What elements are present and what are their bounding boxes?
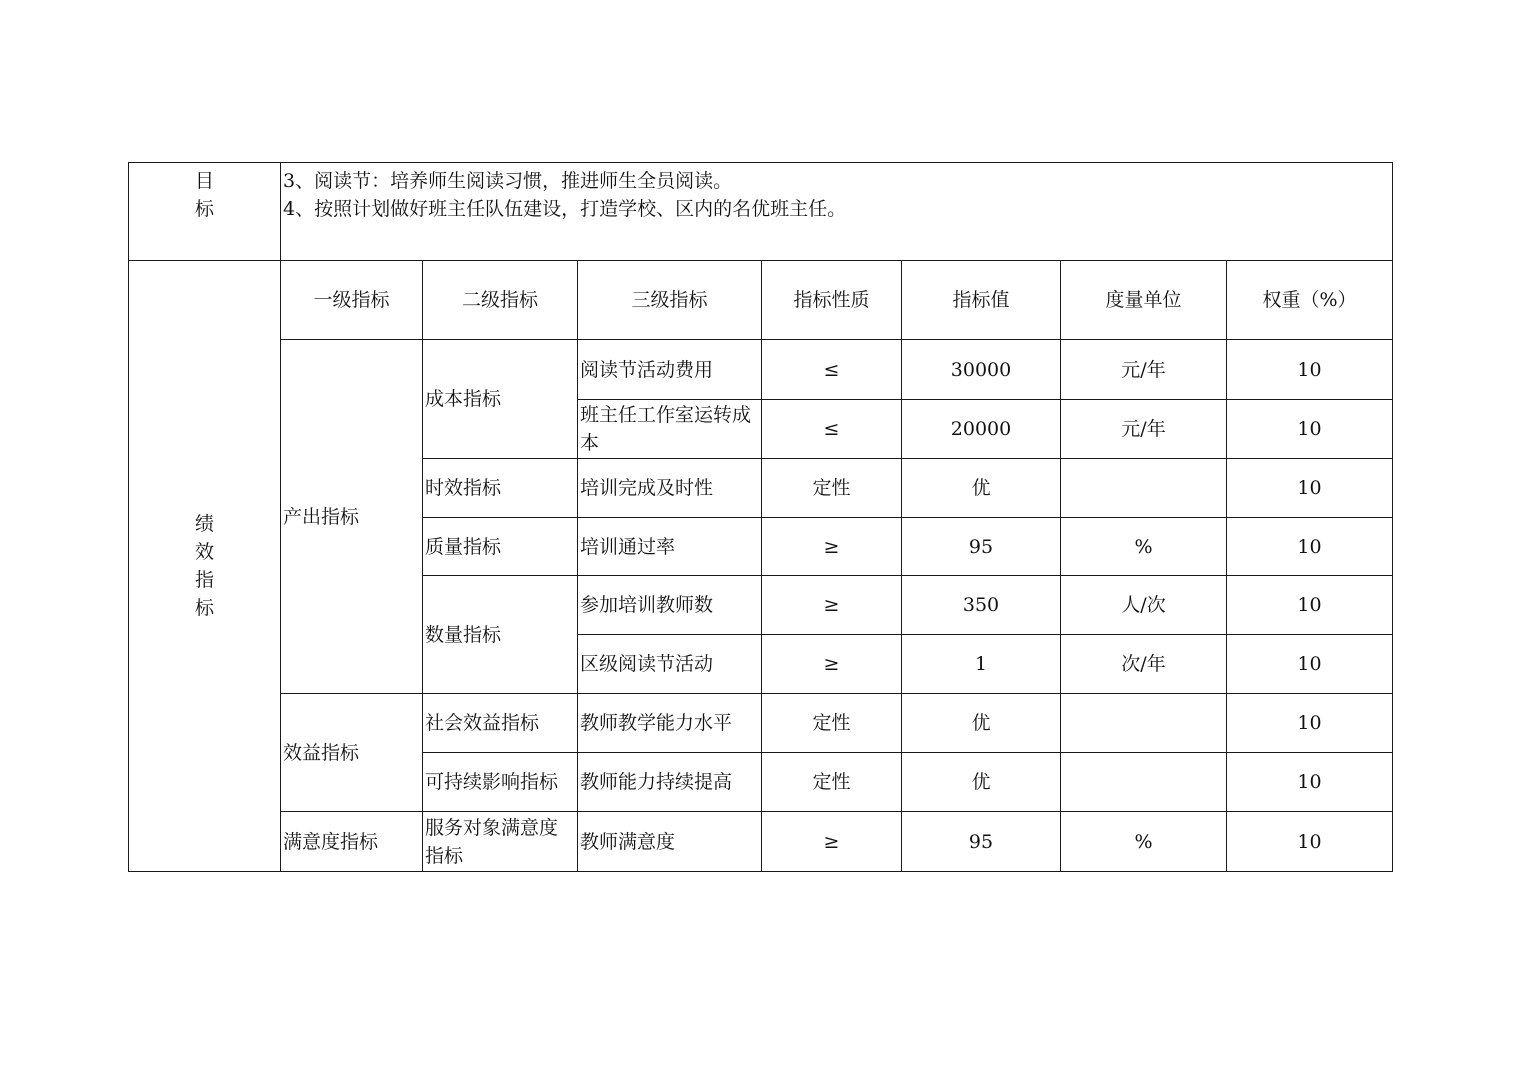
nature-cell: ≥ — [762, 812, 902, 872]
value-cell: 350 — [902, 576, 1061, 635]
header-level3: 三级指标 — [578, 261, 762, 340]
performance-label-char: 标 — [194, 597, 214, 619]
level3-cell: 区级阅读节活动 — [578, 635, 762, 694]
table-row — [129, 812, 1393, 872]
level3-cell: 阅读节活动费用 — [578, 340, 762, 400]
level2-cost: 成本指标 — [423, 340, 578, 459]
level1-satisfaction: 满意度指标 — [281, 812, 423, 872]
weight-cell: 10 — [1227, 753, 1393, 812]
unit-cell: 人/次 — [1061, 576, 1227, 635]
weight-cell: 10 — [1227, 694, 1393, 753]
weight-cell: 10 — [1227, 340, 1393, 400]
goal-label — [129, 163, 281, 261]
header-nature: 指标性质 — [762, 261, 902, 340]
value-cell: 30000 — [902, 340, 1061, 400]
goal-label-char: 标 — [194, 198, 214, 220]
value-cell: 优 — [902, 753, 1061, 812]
level3-cell: 培训通过率 — [578, 518, 762, 576]
weight-cell: 10 — [1227, 812, 1393, 872]
table-row — [129, 340, 1393, 400]
performance-table — [128, 162, 1393, 872]
weight-cell: 10 — [1227, 635, 1393, 694]
goal-content — [281, 163, 1393, 261]
level2-sustainable: 可持续影响指标 — [423, 753, 578, 812]
performance-label-char: 绩 — [194, 513, 214, 535]
unit-cell: % — [1061, 518, 1227, 576]
level2-service: 服务对象满意度指标 — [423, 812, 578, 872]
performance-label — [129, 261, 281, 872]
level3-cell: 教师教学能力水平 — [578, 694, 762, 753]
header-level2: 二级指标 — [423, 261, 578, 340]
performance-label-char: 效 — [194, 541, 214, 563]
unit-cell: % — [1061, 812, 1227, 872]
nature-cell: ≤ — [762, 340, 902, 400]
level2-quality: 质量指标 — [423, 518, 578, 576]
value-cell: 95 — [902, 812, 1061, 872]
nature-cell: ≥ — [762, 576, 902, 635]
header-value: 指标值 — [902, 261, 1061, 340]
value-cell: 95 — [902, 518, 1061, 576]
weight-cell: 10 — [1227, 400, 1393, 459]
level3-cell: 教师能力持续提高 — [578, 753, 762, 812]
header-row — [129, 261, 1393, 340]
unit-cell: 次/年 — [1061, 635, 1227, 694]
nature-cell: 定性 — [762, 459, 902, 518]
nature-cell: ≥ — [762, 635, 902, 694]
value-cell: 1 — [902, 635, 1061, 694]
goal-row — [129, 163, 1393, 261]
weight-cell: 10 — [1227, 459, 1393, 518]
value-cell: 优 — [902, 694, 1061, 753]
level3-cell: 参加培训教师数 — [578, 576, 762, 635]
level2-quantity: 数量指标 — [423, 576, 578, 694]
unit-cell: 元/年 — [1061, 400, 1227, 459]
level3-cell: 班主任工作室运转成本 — [578, 400, 762, 459]
header-level1: 一级指标 — [281, 261, 423, 340]
performance-label-char: 指 — [194, 569, 214, 591]
nature-cell: ≤ — [762, 400, 902, 459]
unit-cell — [1061, 694, 1227, 753]
header-unit: 度量单位 — [1061, 261, 1227, 340]
level1-output: 产出指标 — [281, 340, 423, 694]
nature-cell: 定性 — [762, 694, 902, 753]
nature-cell: ≥ — [762, 518, 902, 576]
level3-cell: 教师满意度 — [578, 812, 762, 872]
value-cell: 优 — [902, 459, 1061, 518]
level3-cell: 培训完成及时性 — [578, 459, 762, 518]
level1-benefit: 效益指标 — [281, 694, 423, 812]
level2-timeliness: 时效指标 — [423, 459, 578, 518]
weight-cell: 10 — [1227, 576, 1393, 635]
unit-cell: 元/年 — [1061, 340, 1227, 400]
unit-cell — [1061, 459, 1227, 518]
weight-cell: 10 — [1227, 518, 1393, 576]
value-cell: 20000 — [902, 400, 1061, 459]
level2-social: 社会效益指标 — [423, 694, 578, 753]
header-weight: 权重（%） — [1227, 261, 1393, 340]
table-row — [129, 694, 1393, 753]
nature-cell: 定性 — [762, 753, 902, 812]
goal-label-char: 目 — [194, 170, 214, 192]
goal-line-2: 4、按照计划做好班主任队伍建设，打造学校、区内的名优班主任。 — [283, 198, 847, 220]
goal-line-1: 3、阅读节：培养师生阅读习惯，推进师生全员阅读。 — [283, 170, 733, 192]
unit-cell — [1061, 753, 1227, 812]
